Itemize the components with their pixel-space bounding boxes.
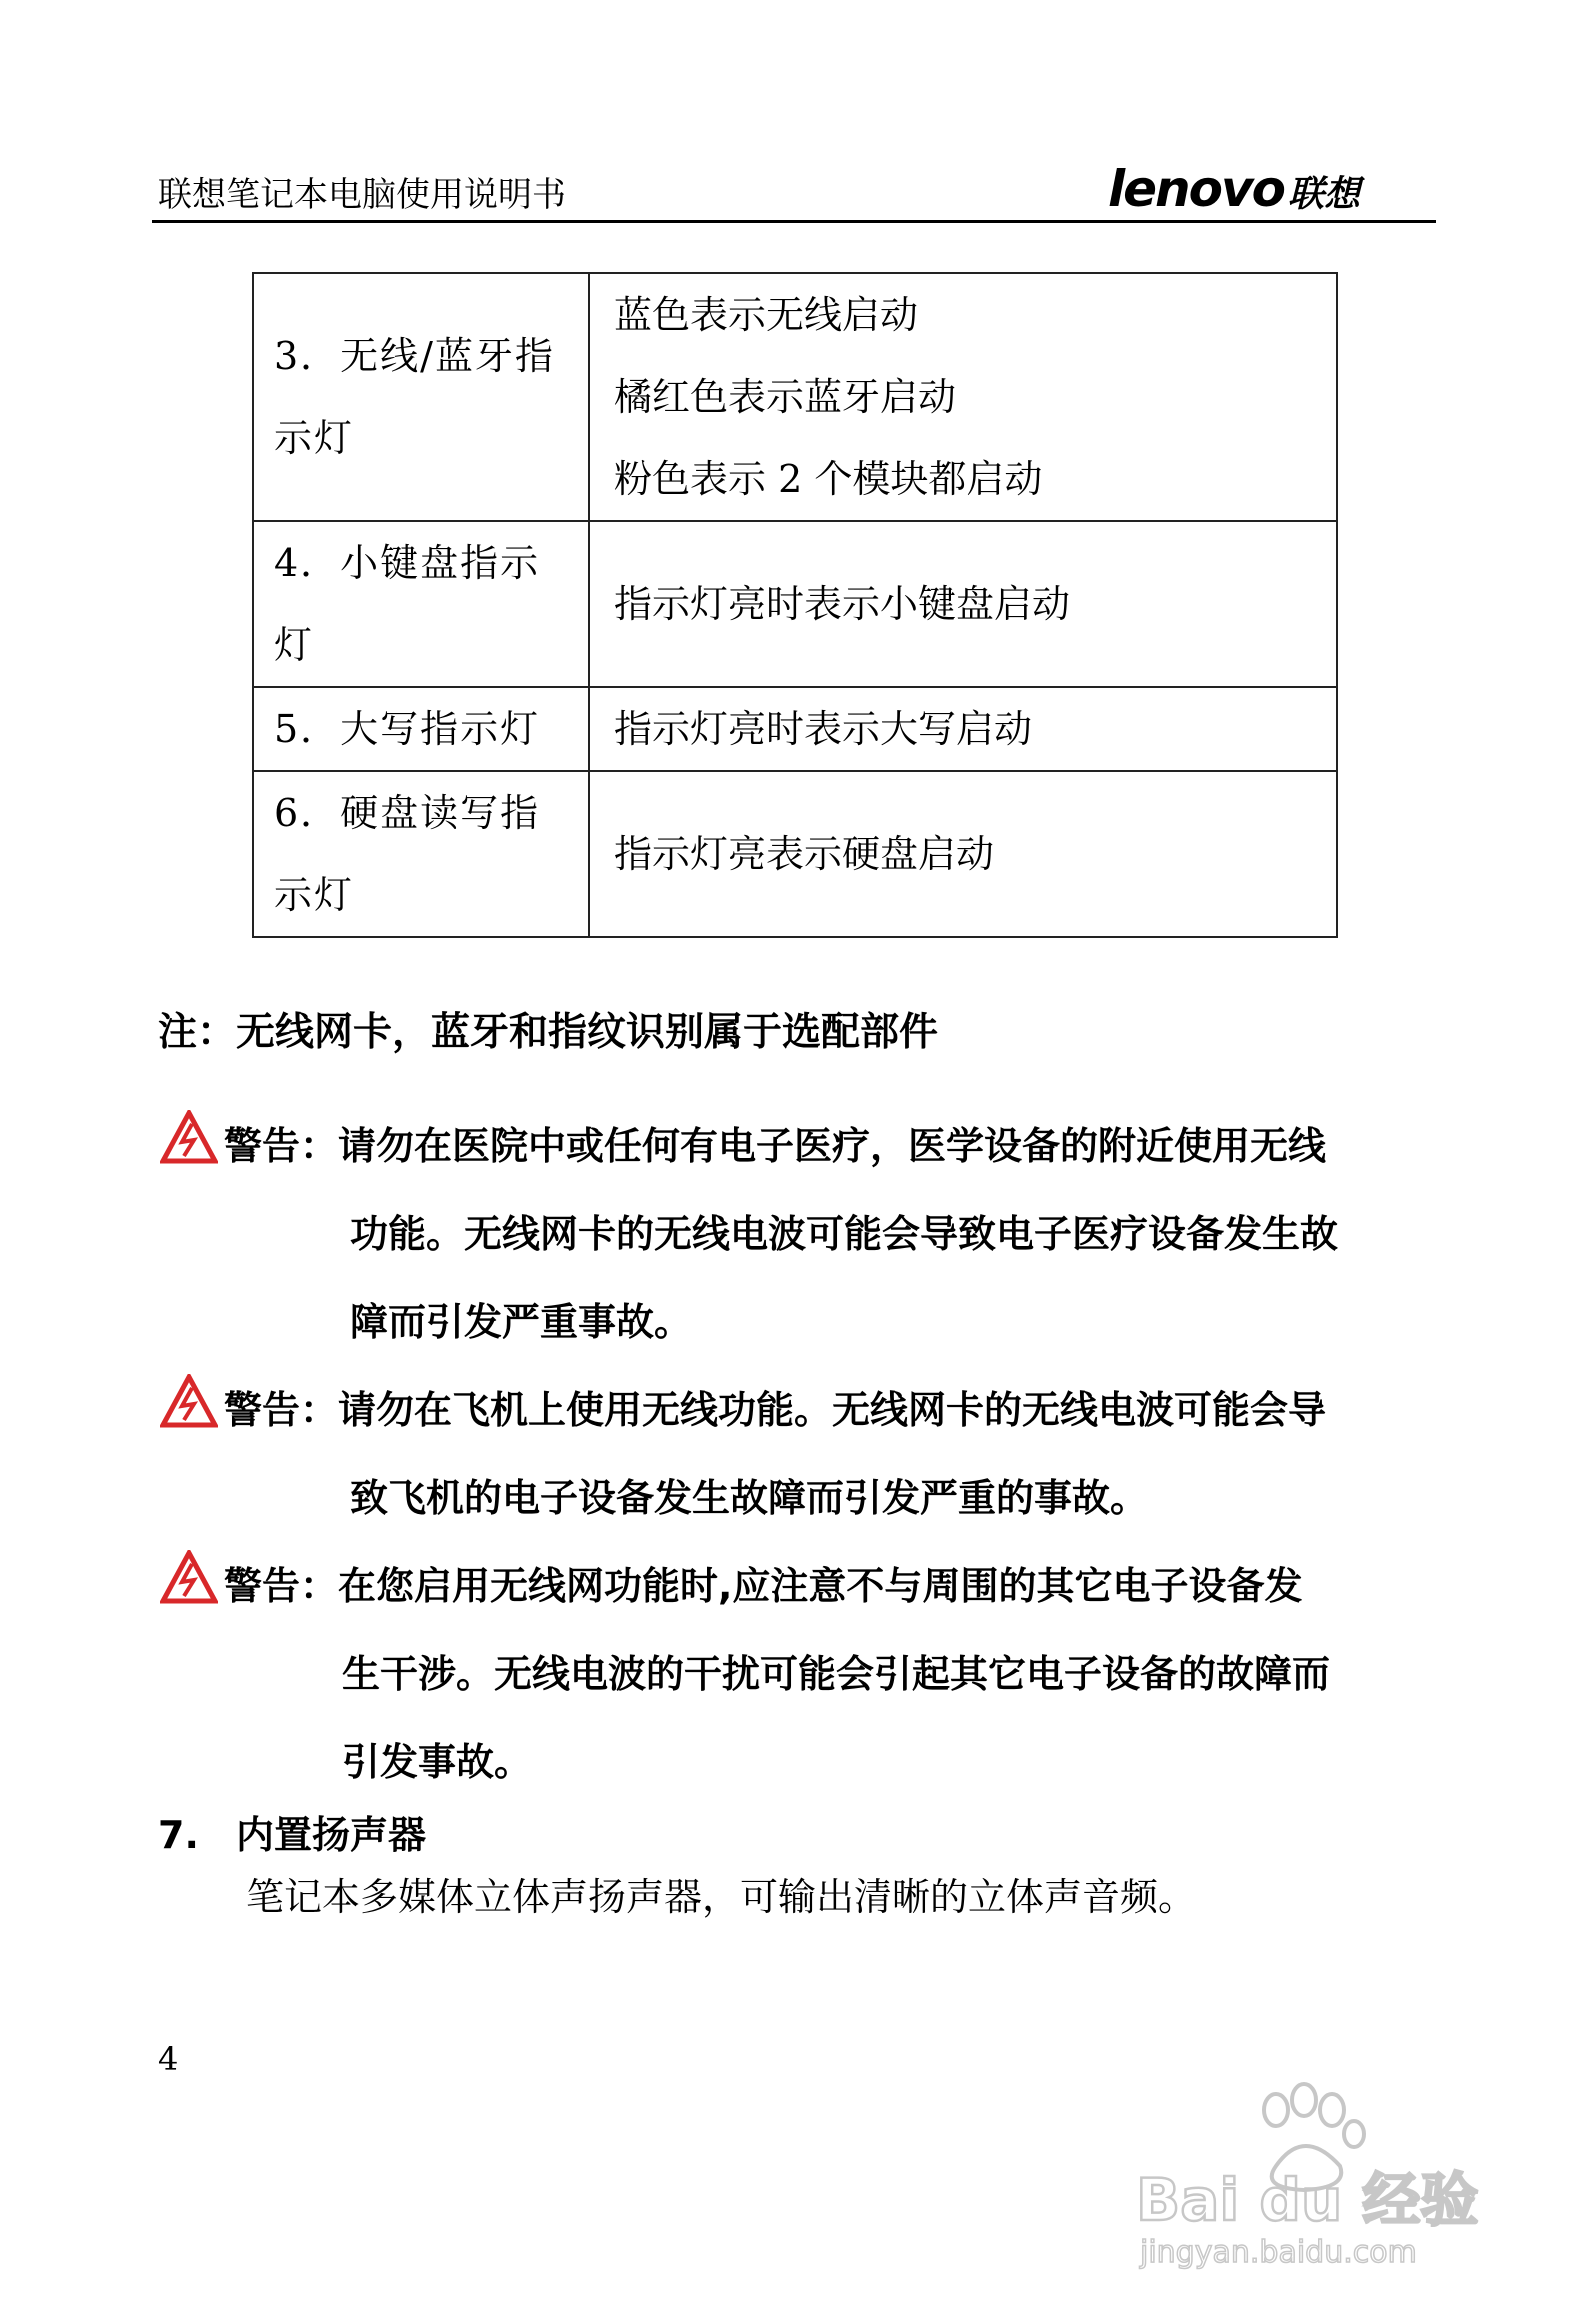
optional-parts-note: 注：无线网卡，蓝牙和指纹识别属于选配部件 — [158, 1010, 939, 1055]
header-rule — [152, 220, 1436, 223]
section-body: 笔记本多媒体立体声扬声器，可输出清晰的立体声音频。 — [246, 1875, 1197, 1919]
cell-line: 指示灯亮时表示小键盘启动 — [614, 582, 1071, 626]
baidu-watermark — [1126, 2070, 1486, 2270]
cell-line: 示灯 — [274, 873, 355, 917]
indicator-name-cell — [253, 771, 589, 937]
warning-line: 致飞机的电子设备发生故障而引发严重的事故。 — [350, 1476, 1149, 1520]
warning-line: 引发事故。 — [342, 1740, 533, 1784]
cell-line: 橘红色表示蓝牙启动 — [614, 375, 957, 419]
document-header-title: 联想笔记本电脑使用说明书 — [158, 175, 566, 215]
warning-triangle-icon — [160, 1550, 218, 1604]
section-title: 内置扬声器 — [236, 1813, 427, 1857]
warning-line: 生干涉。无线电波的干扰可能会引起其它电子设备的故障而 — [342, 1652, 1331, 1696]
lenovo-logo — [1108, 160, 1360, 218]
cell-line: 粉色表示 2 个模块都启动 — [614, 457, 1043, 501]
indicator-name-cell — [253, 521, 589, 687]
cell-line: 灯 — [274, 623, 315, 667]
warning-line: 警告：请勿在医院中或任何有电子医疗，医学设备的附近使用无线 — [224, 1124, 1327, 1168]
warning-triangle-icon — [160, 1374, 218, 1428]
cell-line: 6．硬盘读写指 — [274, 791, 541, 835]
warning-line: 障而引发严重事故。 — [350, 1300, 693, 1344]
page-number: 4 — [158, 2040, 179, 2078]
section-number: 7. — [158, 1813, 199, 1857]
table-row — [253, 521, 1337, 687]
watermark-url: jingyan.baidu.com — [1140, 2235, 1417, 2270]
warning-line: 警告：请勿在飞机上使用无线功能。无线网卡的无线电波可能会导 — [224, 1388, 1327, 1432]
cell-line: 4．小键盘指示 — [274, 541, 541, 585]
logo-text-cn: 联想 — [1287, 174, 1360, 215]
table-row — [253, 273, 1337, 521]
logo-text-en: lenovo — [1108, 160, 1284, 218]
indicator-desc-cell — [589, 521, 1337, 687]
table-row — [253, 687, 1337, 771]
cell-line: 指示灯亮时表示大写启动 — [614, 707, 1033, 751]
table-row — [253, 771, 1337, 937]
watermark-brand: Bai du 经验 — [1136, 2166, 1479, 2234]
warning-line: 警告：在您启用无线网功能时,应注意不与周围的其它电子设备发 — [224, 1564, 1303, 1608]
warning-line: 功能。无线网卡的无线电波可能会导致电子医疗设备发生故 — [350, 1212, 1339, 1256]
indicator-name-cell — [253, 273, 589, 521]
cell-line: 指示灯亮表示硬盘启动 — [614, 832, 995, 876]
indicator-desc-cell — [589, 273, 1337, 521]
indicator-desc-cell — [589, 771, 1337, 937]
cell-line: 示灯 — [274, 416, 355, 460]
cell-line: 5．大写指示灯 — [274, 707, 541, 751]
warning-triangle-icon — [160, 1110, 218, 1164]
section-heading — [158, 1804, 426, 1859]
cell-line: 3．无线/蓝牙指 — [274, 334, 555, 378]
indicator-desc-cell — [589, 687, 1337, 771]
indicator-name-cell — [253, 687, 589, 771]
indicator-table — [252, 272, 1338, 938]
cell-line: 蓝色表示无线启动 — [614, 293, 919, 337]
